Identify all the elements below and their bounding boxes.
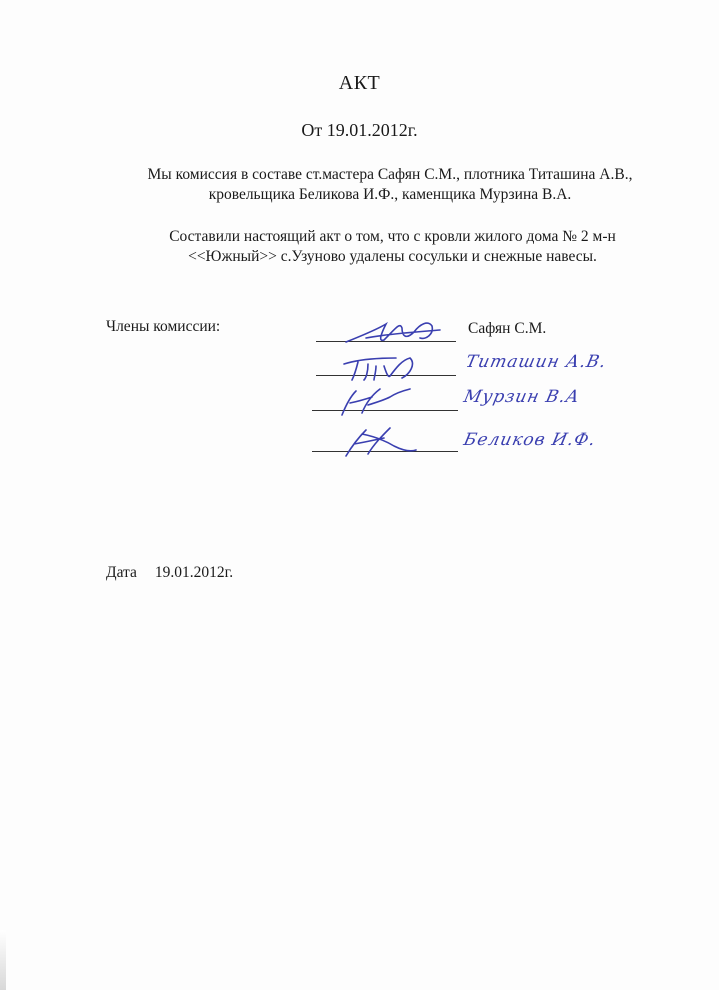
commission-line-2: кровельщика Беликова И.Ф., каменщика Мурзина В.А. <box>208 186 572 203</box>
scan-edge-shadow <box>0 930 6 990</box>
members-label: Члены комиссии: <box>106 318 221 335</box>
signature-mark <box>332 383 422 419</box>
signature-row <box>312 426 642 454</box>
member-name-printed: Сафян С.М. <box>468 320 547 337</box>
signature-mark <box>332 422 422 460</box>
signature-mark <box>336 350 436 384</box>
commission-line-1: Мы комиссия в составе ст.мастера Сафян С.М., плотника Титашина А.В., <box>147 166 633 183</box>
member-name-handwritten: Мурзин В.А <box>461 387 582 407</box>
member-name-handwritten: Беликов И.Ф. <box>461 430 598 450</box>
footer-date-value: 19.01.2012г. <box>154 564 234 581</box>
statement-line-2: <<Южный>> с.Узуново удалены сосульки и снежные навесы. <box>188 248 597 265</box>
signature-row <box>312 385 642 413</box>
footer-date <box>106 564 233 582</box>
signature-row <box>316 316 596 344</box>
document-date: От 19.01.2012г. <box>301 120 418 140</box>
document-title: АКТ <box>338 72 381 94</box>
act-statement-paragraph <box>115 227 670 267</box>
commission-paragraph <box>110 165 670 205</box>
statement-line-1: Составили настоящий акт о том, что с кровли жилого дома № 2 м-н <box>169 228 616 245</box>
signature-row <box>316 350 646 378</box>
member-name-handwritten: Титашин А.В. <box>463 352 609 372</box>
signature-mark <box>336 316 446 350</box>
footer-date-label: Дата <box>106 564 137 581</box>
